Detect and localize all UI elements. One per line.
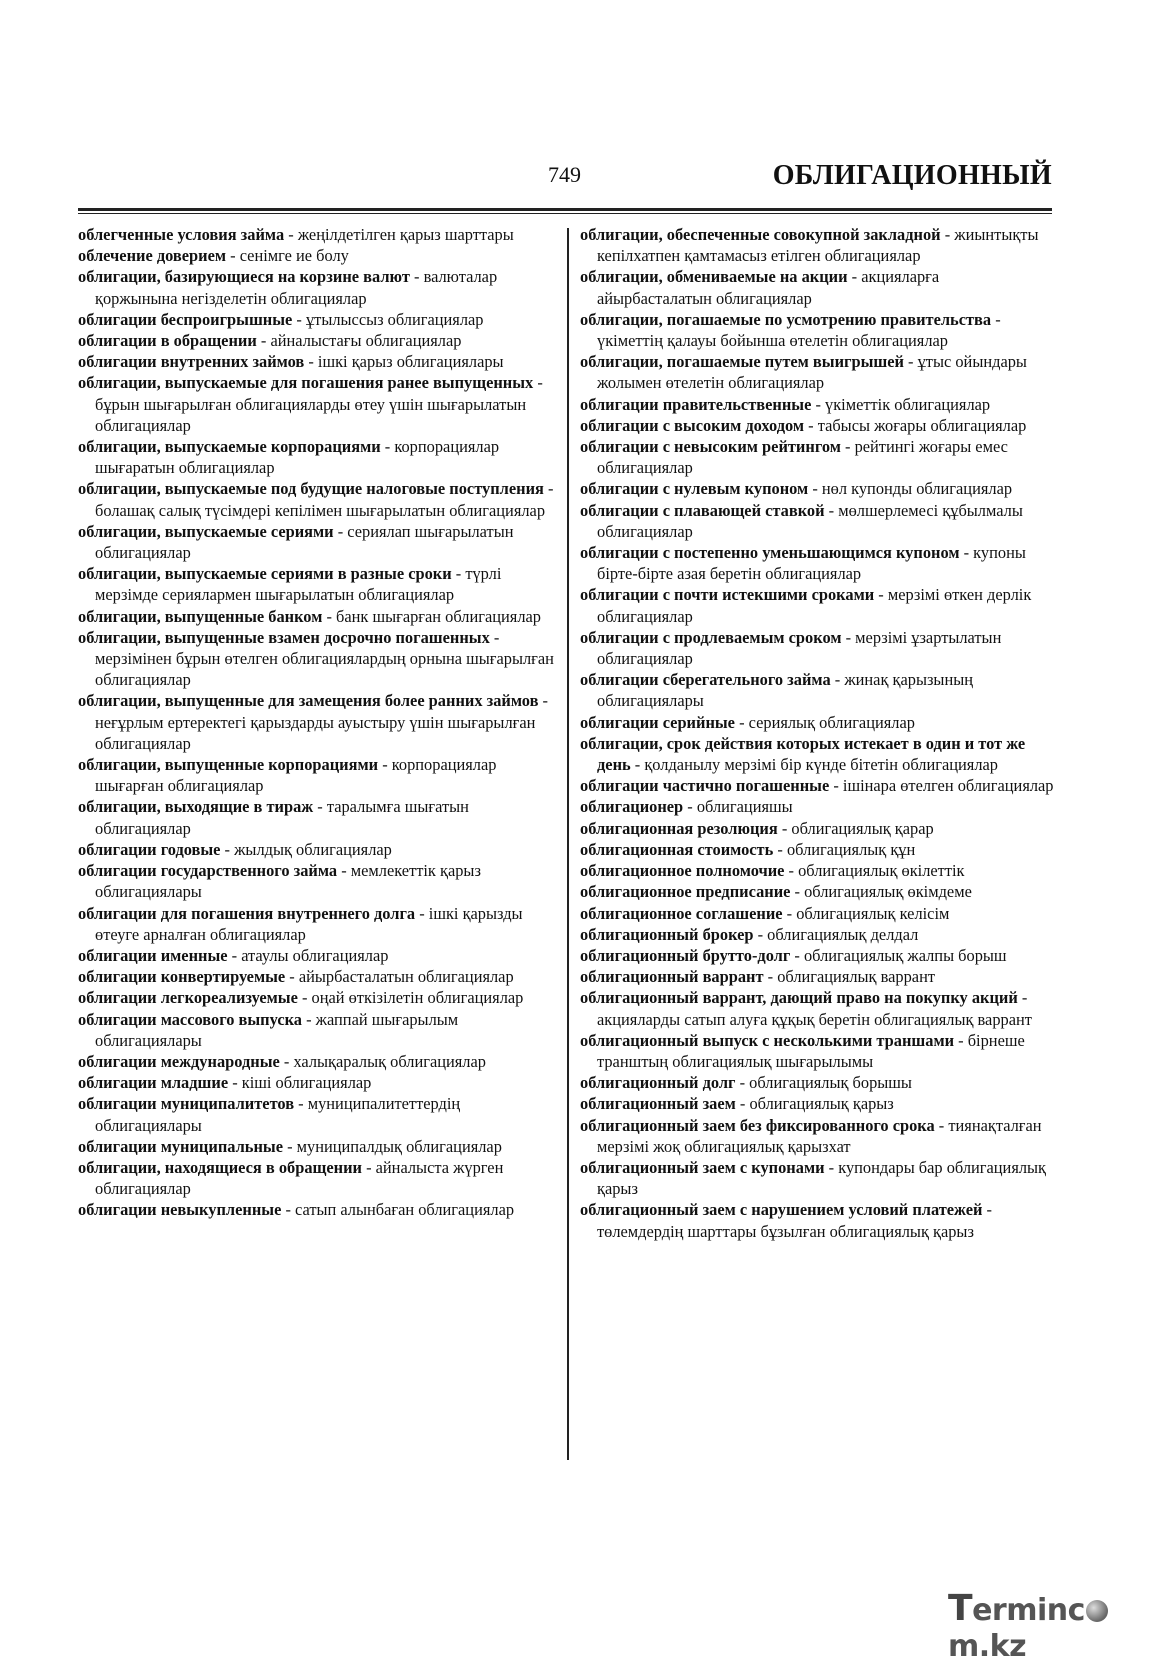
entry-separator: -	[784, 861, 799, 881]
entry-translation: айналыстағы облигациялар	[270, 331, 462, 351]
dictionary-entry	[580, 627, 1056, 669]
entry-term: облигации, обмениваемые на акции	[580, 267, 848, 287]
dictionary-entry	[580, 881, 1056, 902]
entry-term: облигационер	[580, 797, 684, 817]
entry-separator: -	[227, 945, 242, 965]
entry-separator: -	[991, 309, 1001, 329]
dictionary-entry	[78, 860, 558, 902]
dictionary-entry	[78, 563, 558, 605]
entry-term: облигации, базирующиеся на корзине валют	[78, 267, 410, 287]
entry-separator: -	[782, 903, 797, 923]
entry-translation: ұтылыссыз облигациялар	[305, 309, 484, 329]
dictionary-entry	[78, 1051, 558, 1072]
dictionary-entry	[580, 436, 1056, 478]
entry-term: облигации с высоким доходом	[580, 415, 805, 435]
header-rule	[78, 208, 1052, 211]
entry-term: облигации легкореализуемые	[78, 988, 298, 1008]
dictionary-entry	[78, 351, 558, 372]
entry-translation: валюталар қоржынына негізделетін облигациялар	[95, 267, 498, 308]
running-head: ОБЛИГАЦИОННЫЙ	[772, 160, 1052, 191]
entry-translation: мемлекеттік қарыз облигациялары	[95, 861, 481, 902]
entry-term: облигации, выходящие в тираж	[78, 797, 314, 817]
entry-term: облигационное предписание	[580, 882, 791, 902]
entry-translation: атаулы облигациялар	[241, 945, 389, 965]
entry-translation: жиынтықты кепілхатпен қамтамасыз етілген облигациялар	[597, 225, 1039, 266]
entry-separator: -	[847, 267, 862, 287]
entry-separator: -	[533, 373, 543, 393]
entry-term: облигации внутренних займов	[78, 352, 305, 372]
dictionary-entry	[78, 987, 558, 1008]
entry-separator: -	[841, 627, 856, 647]
dictionary-entry	[580, 266, 1056, 308]
entry-separator: -	[954, 1030, 968, 1050]
entry-term: облигационный выпуск с несколькими траншами	[580, 1030, 955, 1050]
entry-separator: -	[959, 543, 974, 563]
entry-translation: болашақ салық түсімдері кепілімен шығарылатын облигациялар	[95, 500, 546, 520]
entry-translation: жинақ қарызының облигациялары	[597, 670, 974, 711]
entry-separator: -	[808, 479, 822, 499]
entry-term: облигации, выпущенные взамен досрочно погашенных	[78, 627, 490, 647]
entry-translation: мерзімі ұзартылатын облигациялар	[597, 627, 1002, 669]
entry-term: облигации невыкупленные	[78, 1200, 282, 1220]
entry-term: облигации с плавающей ставкой	[580, 500, 825, 520]
entry-term: облигационный брутто-долг	[580, 945, 791, 965]
entry-translation: ұтыс ойындары жолымен өтелетін облигациялар	[597, 352, 1027, 393]
dictionary-entry	[580, 415, 1056, 436]
dictionary-entry	[580, 839, 1056, 860]
entry-separator: -	[934, 1115, 949, 1135]
entry-separator: -	[735, 1094, 750, 1114]
entry-separator: -	[337, 861, 351, 881]
entry-translation: табысы жоғары облигациялар	[817, 415, 1027, 435]
entry-separator: -	[489, 627, 500, 647]
entry-translation: купондары бар облигациялық қарыз	[597, 1157, 1047, 1199]
entry-separator: -	[840, 437, 855, 457]
entry-separator: -	[297, 988, 312, 1008]
entry-translation: корпорациялар шығаратын облигациялар	[95, 437, 500, 478]
entry-translation: үкіметтік облигациялар	[825, 394, 991, 414]
entry-translation: облигациялық делдал	[767, 924, 919, 944]
entry-separator: -	[451, 564, 466, 584]
entry-translation: мерзімінен бұрын өтелген облигациялардың орнына шығарылған облигациялар	[95, 649, 554, 690]
dictionary-entry	[78, 839, 558, 860]
entry-translation: айналыста жүрген облигациялар	[95, 1157, 504, 1199]
dictionary-entry	[580, 1093, 1056, 1114]
dictionary-entry	[580, 1072, 1056, 1093]
entry-separator: -	[256, 331, 271, 351]
entry-separator: -	[1017, 988, 1028, 1008]
entry-translation: корпорациялар шығарған облигациялар	[95, 755, 497, 796]
entry-term: облигации с нулевым купоном	[580, 479, 809, 499]
entry-translation: бірнеше транштың облигациялық шығарылымы	[597, 1030, 1025, 1071]
entry-separator: -	[304, 352, 318, 372]
entry-separator: -	[415, 903, 429, 923]
entry-term: облигационный варрант	[580, 967, 764, 987]
entry-separator: -	[773, 839, 787, 859]
entry-translation: нөл купонды облигациялар	[821, 479, 1013, 499]
entry-translation: айырбасталатын облигациялар	[298, 967, 514, 987]
entry-term: облигации, выпускаемые корпорациями	[78, 437, 381, 457]
entry-translation: ішінара өтелген облигациялар	[842, 776, 1054, 796]
entry-translation: банк шығарған облигациялар	[336, 606, 541, 626]
entry-term: облигационная резолюция	[580, 818, 778, 838]
dictionary-entry	[580, 542, 1056, 584]
entry-translation: ішкі қарызды өтеуге арналған облигациялар	[95, 903, 523, 944]
entry-translation: облигацияшы	[696, 797, 793, 817]
entry-term: облигации, выпущенные банком	[78, 606, 323, 626]
entry-separator: -	[292, 309, 306, 329]
entry-translation: рейтингі жоғары емес облигациялар	[597, 437, 1008, 478]
entry-separator: -	[313, 797, 327, 817]
entry-term: облигации, находящиеся в обращении	[78, 1157, 362, 1177]
entry-term: облигации, выпускаемые сериями	[78, 521, 334, 541]
entry-separator: -	[220, 839, 235, 859]
dictionary-entry	[78, 1136, 558, 1157]
entry-translation: мерзімі өткен дерлік облигациялар	[597, 585, 1032, 626]
entry-term: облечение доверием	[78, 246, 227, 266]
dictionary-entry	[78, 945, 558, 966]
entry-term: облигационный варрант, дающий право на покупку акций	[580, 988, 1018, 1008]
dictionary-entry	[78, 1009, 558, 1051]
entry-translation: жылдық облигациялар	[234, 839, 392, 859]
entry-term: облигации годовые	[78, 839, 221, 859]
watermark-middle: erminc	[972, 1593, 1085, 1628]
entry-translation: таралымға шығатын облигациялар	[95, 797, 469, 838]
dictionary-entry	[78, 436, 558, 478]
header-rule-thin	[78, 213, 1052, 214]
entry-term: облигационная стоимость	[580, 839, 774, 859]
dictionary-entry	[78, 478, 558, 520]
entry-term: облигации, срок действия которых истекает в один и тот же день	[580, 733, 1026, 775]
dictionary-entry	[78, 627, 558, 691]
entry-translation: сериялап шығарылатын облигациялар	[95, 521, 514, 563]
entry-term: облигации муниципальные	[78, 1136, 283, 1156]
entry-separator: -	[228, 1073, 242, 1093]
entry-translation: неғұрлым ертеректегі қарыздарды ауыстыру үшін шығарылған облигациялар	[95, 712, 536, 753]
dictionary-entry	[580, 903, 1056, 924]
dictionary-entry	[580, 351, 1056, 393]
entry-term: облигации государственного займа	[78, 861, 338, 881]
entry-separator: -	[790, 945, 804, 965]
entry-term: облигации серийные	[580, 712, 735, 732]
dictionary-entry	[580, 860, 1056, 881]
watermark-prefix: T	[948, 1588, 973, 1629]
entry-term: облигации с постепенно уменьшающимся купоном	[580, 543, 960, 563]
entry-term: облигационное соглашение	[580, 903, 783, 923]
entry-separator: -	[830, 670, 845, 690]
entry-separator: -	[874, 585, 888, 605]
entry-separator: -	[538, 691, 548, 711]
dictionary-entry	[580, 1030, 1056, 1072]
entry-term: облигационный заем с купонами	[580, 1157, 825, 1177]
entry-translation: сатып алынбаған облигациялар	[295, 1200, 515, 1220]
dictionary-entry	[78, 796, 558, 838]
entry-separator: -	[378, 755, 392, 775]
entry-separator: -	[285, 967, 299, 987]
dictionary-entry	[78, 606, 558, 627]
dictionary-entry	[78, 754, 558, 796]
entry-separator: -	[790, 882, 805, 902]
entry-translation: облигациялық қарыз	[749, 1094, 894, 1114]
dictionary-entry	[580, 669, 1056, 711]
entry-term: облигации, обеспеченные совокупной закладной	[580, 225, 941, 244]
left-column	[78, 224, 558, 1221]
dictionary-entry	[580, 309, 1056, 351]
dictionary-entry	[78, 245, 558, 266]
dictionary-entry	[580, 584, 1056, 626]
entry-separator: -	[777, 818, 792, 838]
dictionary-entry	[78, 1199, 558, 1220]
dictionary-entry	[580, 987, 1056, 1029]
entry-term: облигации, выпущенные корпорациями	[78, 755, 379, 775]
entry-term: облигации, погашаемые путем выигрышей	[580, 352, 904, 372]
dictionary-entry	[580, 1115, 1056, 1157]
dictionary-entry	[78, 372, 558, 436]
entry-term: облигации именные	[78, 945, 228, 965]
dictionary-entry	[78, 1072, 558, 1093]
dictionary-entry	[78, 266, 558, 308]
entry-term: облигации с невысоким рейтингом	[580, 437, 841, 457]
entry-translation: тиянақталған мерзімі жоқ облигациялық қарызхат	[597, 1115, 1042, 1156]
dictionary-entry	[78, 521, 558, 563]
entry-translation: облигациялық борышы	[749, 1073, 912, 1093]
entry-term: облигации сберегательного займа	[580, 670, 831, 690]
entry-translation: облигациялық құн	[786, 839, 916, 859]
entry-term: облигационный заем без фиксированного срока	[580, 1115, 935, 1135]
entry-separator: -	[284, 225, 298, 244]
watermark-logo	[948, 1588, 1158, 1664]
entry-separator: -	[294, 1094, 308, 1114]
entry-term: облегченные условия займа	[78, 225, 285, 244]
page-number: 749	[548, 162, 581, 187]
dictionary-entry	[580, 394, 1056, 415]
entry-translation: жаппай шығарылым облигациялары	[95, 1009, 459, 1050]
entry-translation: купоны бірте-бірте азая беретін облигациялар	[597, 543, 1026, 584]
dictionary-entry	[78, 966, 558, 987]
entry-separator: -	[940, 225, 955, 244]
entry-separator: -	[226, 246, 240, 266]
dictionary-entry	[580, 966, 1056, 987]
dictionary-entry	[580, 733, 1056, 775]
entry-term: облигационный долг	[580, 1073, 736, 1093]
entry-term: облигации, выпускаемые под будущие налоговые поступления	[78, 479, 544, 499]
watermark-suffix: m.kz	[948, 1629, 1027, 1664]
entry-separator: -	[543, 479, 554, 499]
entry-term: облигационное полномочие	[580, 861, 785, 881]
entry-translation: муниципалдық облигациялар	[296, 1136, 502, 1156]
entry-translation: облигациялық варрант	[777, 967, 936, 987]
entry-separator: -	[322, 606, 337, 626]
entry-separator: -	[409, 267, 424, 287]
entry-term: облигации, выпущенные для замещения более ранних займов	[78, 691, 539, 711]
dictionary-entry	[580, 224, 1056, 266]
entry-separator: -	[824, 1157, 839, 1177]
entry-term: облигационный брокер	[580, 924, 754, 944]
entry-separator: -	[302, 1009, 316, 1029]
entry-term: облигации массового выпуска	[78, 1009, 302, 1029]
dictionary-entry	[78, 330, 558, 351]
entry-separator: -	[811, 394, 825, 414]
entry-separator: -	[824, 500, 839, 520]
entry-separator: -	[281, 1200, 295, 1220]
entry-separator: -	[829, 776, 843, 796]
dictionary-entry	[78, 224, 558, 245]
entry-term: облигации с почти истекшими сроками	[580, 585, 875, 605]
entry-translation: оңай өткізілетін облигациялар	[311, 988, 524, 1008]
entry-translation: облигациялық өкімдеме	[804, 882, 972, 902]
entry-separator: -	[333, 521, 348, 541]
entry-term: облигационный заем	[580, 1094, 736, 1114]
dictionary-entry	[78, 690, 558, 754]
entry-term: облигации правительственные	[580, 394, 812, 414]
entry-translation: жеңілдетілген қарыз шарттары	[297, 225, 514, 244]
dictionary-entry	[580, 775, 1056, 796]
dictionary-entry	[580, 796, 1056, 817]
entry-separator: -	[982, 1200, 993, 1220]
dictionary-entry	[580, 1157, 1056, 1199]
entry-term: облигации младшие	[78, 1073, 229, 1093]
entry-term: облигации беспроигрышные	[78, 309, 293, 329]
entry-translation: ішкі қарыз облигациялары	[317, 352, 504, 372]
entry-separator: -	[380, 437, 395, 457]
dictionary-entry	[580, 924, 1056, 945]
entry-separator: -	[279, 1051, 294, 1071]
entry-term: облигации, выпускаемые сериями в разные сроки	[78, 564, 452, 584]
entry-translation: облигациялық қарар	[791, 818, 934, 838]
entry-translation: бұрын шығарылған облигацияларды өтеу үшін шығарылатын облигациялар	[95, 394, 527, 435]
entry-separator: -	[735, 1073, 750, 1093]
dictionary-entry	[580, 500, 1056, 542]
entry-term: облигации, погашаемые по усмотрению правительства	[580, 309, 992, 329]
entry-translation: мөлшерлемесі құбылмалы облигациялар	[597, 500, 1023, 541]
entry-translation: халықаралық облигациялар	[293, 1051, 486, 1071]
entry-term: облигации муниципалитетов	[78, 1094, 295, 1114]
entry-term: облигационный заем с нарушением условий платежей	[580, 1200, 983, 1220]
entry-translation: акцияларды сатып алуға құқық беретін облигациялық варрант	[597, 1009, 1032, 1029]
entry-translation: муниципалитеттердің облигациялары	[95, 1094, 461, 1135]
entry-separator: -	[734, 712, 749, 732]
dictionary-entry	[580, 1199, 1056, 1241]
entry-separator: -	[903, 352, 918, 372]
entry-term: облигации, выпускаемые для погашения ранее выпущенных	[78, 373, 534, 393]
dictionary-entry	[78, 1157, 558, 1199]
entry-translation: қолданылу мерзімі бір күнде бітетін облигациялар	[644, 755, 998, 775]
entry-translation: үкіметтің қалауы бойынша өтелетін облигациялар	[597, 331, 948, 351]
entry-separator: -	[763, 967, 778, 987]
entry-translation: сенімге ие болу	[239, 246, 349, 266]
entry-term: облигации конвертируемые	[78, 967, 286, 987]
dictionary-entry	[580, 712, 1056, 733]
entry-separator: -	[804, 415, 818, 435]
entry-translation: облигациялық өкілеттік	[798, 861, 965, 881]
dictionary-entry	[78, 903, 558, 945]
dictionary-entry	[78, 1093, 558, 1135]
entry-translation: төлемдердің шарттары бұзылған облигациялық қарыз	[597, 1221, 974, 1241]
entry-translation: сериялық облигациялар	[748, 712, 915, 732]
entry-separator: -	[283, 1136, 297, 1156]
entry-term: облигации с продлеваемым сроком	[580, 627, 842, 647]
entry-translation: түрлі мерзімде сериялармен шығарылатын облигациялар	[95, 564, 502, 605]
column-divider	[567, 228, 569, 1460]
dictionary-entry	[580, 818, 1056, 839]
entry-translation: облигациялық келісім	[796, 903, 950, 923]
entry-term: облигации частично погашенные	[580, 776, 830, 796]
entry-term: облигации для погашения внутреннего долга	[78, 903, 416, 923]
globe-icon	[1086, 1600, 1108, 1622]
dictionary-entry	[580, 478, 1056, 499]
entry-translation: кіші облигациялар	[241, 1073, 372, 1093]
right-column	[580, 224, 1056, 1242]
dictionary-entry	[78, 309, 558, 330]
entry-separator: -	[630, 755, 645, 775]
entry-term: облигации в обращении	[78, 331, 257, 351]
entry-term: облигации международные	[78, 1051, 280, 1071]
entry-separator: -	[361, 1157, 376, 1177]
entry-translation: облигациялық жалпы борыш	[803, 945, 1007, 965]
entry-separator: -	[683, 797, 697, 817]
entry-translation: акцияларға айырбасталатын облигациялар	[597, 267, 940, 308]
dictionary-entry	[580, 945, 1056, 966]
entry-separator: -	[753, 924, 768, 944]
